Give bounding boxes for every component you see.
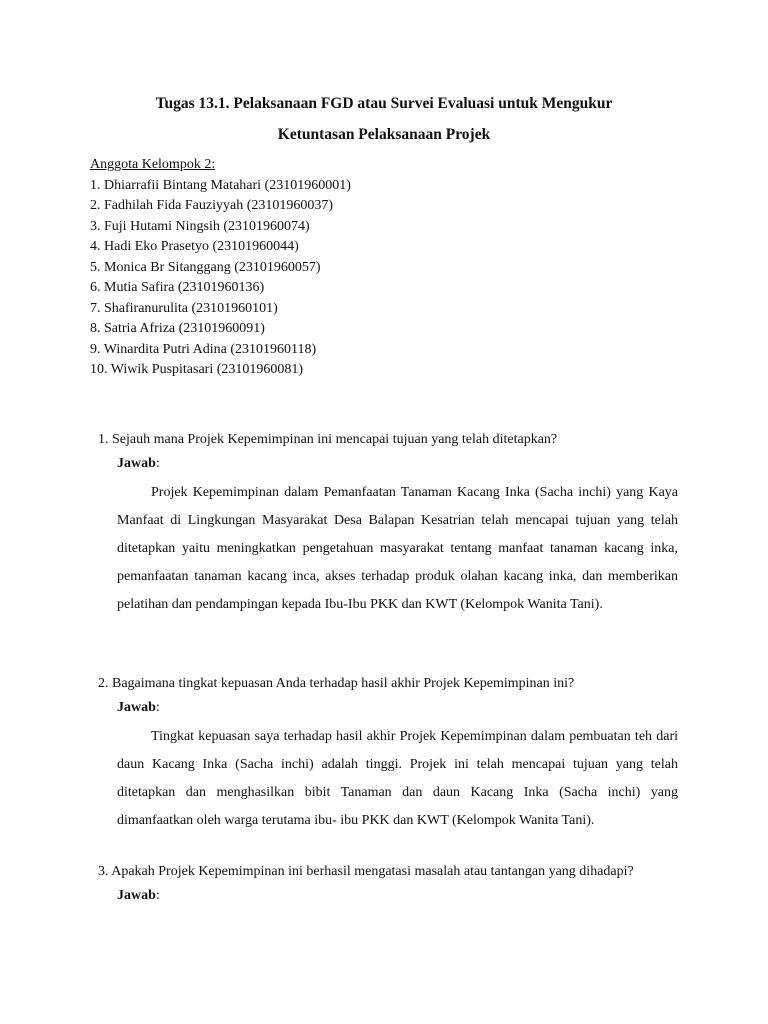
answer-label xyxy=(117,885,678,907)
answer-label xyxy=(117,697,678,719)
member-item: 3. Fuji Hutami Ningsih (23101960074) xyxy=(90,218,310,234)
question-block-3 xyxy=(98,862,678,907)
member-item: 4. Hadi Eko Prasetyo (23101960044) xyxy=(90,239,299,254)
answer-label-text: Jawab xyxy=(117,700,156,715)
question-text: 2. Bagaimana tingkat kepuasan Anda terhadap hasil akhir Projek Kepemimpinan ini? xyxy=(98,676,575,691)
answer-label-text: Jawab xyxy=(117,888,156,903)
question-block-1 xyxy=(98,430,678,633)
member-item: 1. Dhiarrafii Bintang Matahari (23101960001) xyxy=(90,177,351,193)
question-text: 3. Apakah Projek Kepemimpinan ini berhasil mengatasi masalah atau tantangan yang dihadapi? xyxy=(98,864,634,879)
answer-label-colon: : xyxy=(155,888,160,903)
document-title-line-2: Ketuntasan Pelaksanaan Projek xyxy=(277,126,491,143)
answer-label-text: Jawab xyxy=(117,456,156,471)
member-item: 5. Monica Br Sitanggang (23101960057) xyxy=(90,259,321,275)
answer-text: Tingkat kepuasan saya terhadap hasil akhir Projek Kepemimpinan dalam pembuatan teh dari daun Kacang Inka (Sacha inchi) adalah tinggi. Projek ini telah mencapai tujuan yang telah ditetapkan dan menghasilkan bibit Tanaman dan daun Kacang Inka (Sacha inchi) yang dimanfaatkan oleh warga terutama ibu- ibu PKK dan KWT (Kelompok Wanita Tani). xyxy=(117,729,678,828)
member-list-heading: Anggota Kelompok 2: xyxy=(90,157,216,172)
answer-label xyxy=(117,453,678,475)
document-title-line-1: Tugas 13.1. Pelaksanaan FGD atau Survei Evaluasi untuk Mengukur xyxy=(155,95,613,112)
question-text: 1. Sejauh mana Projek Kepemimpinan ini mencapai tujuan yang telah ditetapkan? xyxy=(98,432,558,447)
member-item: 2. Fadhilah Fida Fauziyyah (23101960037) xyxy=(90,198,334,213)
member-item: 8. Satria Afriza (23101960091) xyxy=(90,321,265,336)
answer-label-colon: : xyxy=(155,700,160,715)
question-block-2 xyxy=(98,674,678,849)
member-item: 9. Winardita Putri Adina (23101960118) xyxy=(90,341,317,357)
member-item: 10. Wiwik Puspitasari (23101960081) xyxy=(90,362,304,377)
member-item: 7. Shafiranurulita (23101960101) xyxy=(90,300,278,316)
member-list xyxy=(90,155,351,381)
member-item: 6. Mutia Safira (23101960136) xyxy=(90,280,265,295)
answer-label-colon: : xyxy=(155,456,160,471)
answer-text: Projek Kepemimpinan dalam Pemanfaatan Tanaman Kacang Inka (Sacha inchi) yang Kaya Manfaat di Lingkungan Masyarakat Desa Balapan Kesatrian telah mencapai tujuan yang telah ditetapkan yaitu meningkatkan pengetahuan masyarakat tentang manfaat tanaman kacang inka, pemanfaatan tanaman kacang inca, akses terhadap produk olahan kacang inka, dan memberikan pelatihan dan pendampingan kepada Ibu-Ibu PKK dan KWT (Kelompok Wanita Tani). xyxy=(117,485,678,612)
